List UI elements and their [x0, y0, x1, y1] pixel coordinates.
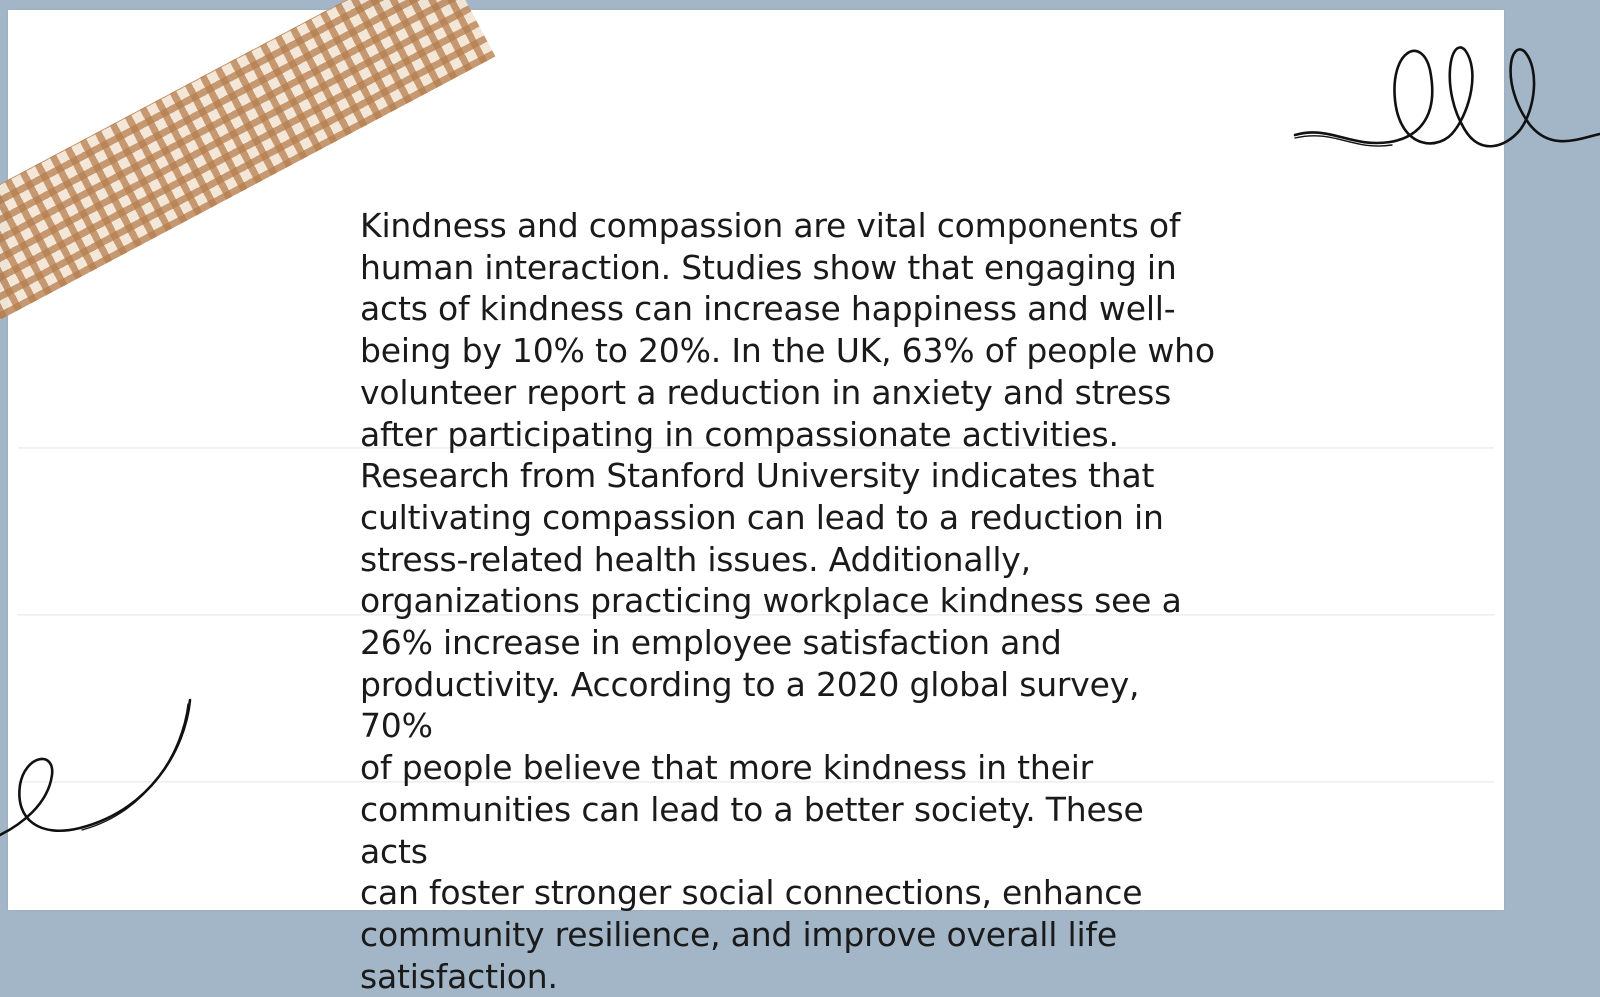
body-paragraph: Kindness and compassion are vital components of human interaction. Studies show that engaging in acts of kindness can increase happiness and well- being by 10% to 20%. In the UK, 63% of people who volunteer report a reduction in anxiety and stress after participating in compassionate activities. Research from Stanford University indicates that cultivating compassion can lead to a reduction in stress-related health issues. Additionally, organizations practicing workplace kindness see a 26% increase in employee satisfaction and productivity. According to a 2020 global survey, 70% of people believe that more kindness in their communities can lead to a better society. These acts can foster stronger social connections, enhance community resilience, and improve overall life satisfaction. — [360, 206, 1215, 996]
